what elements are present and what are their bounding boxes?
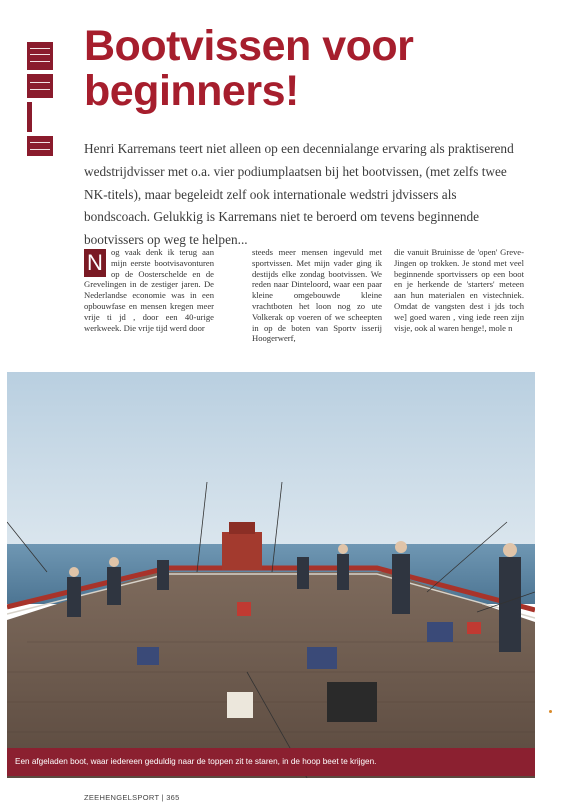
photo-caption: Een afgeladen boot, waar iedereen geduldig naar de toppen zit te staren, in de hoop beet te krijgen. bbox=[7, 748, 535, 776]
accent-dot bbox=[549, 710, 552, 713]
page-footer: ZEEHENGELSPORT | 365 bbox=[84, 793, 180, 802]
side-decoration bbox=[27, 42, 53, 160]
article-intro: Henri Karremans teert niet alleen op een decennialange ervaring als praktiserend wedstrijdvisser met o.a. vier podiumplaatsen bij het bootvissen, (met zelfs twee NK-titels), maar begeleidt zelf ook internationale wedstri jdvissers als bondscoach. Gelukkig is Karremans niet te beroerd om tevens beginnende bootvissers op weg te helpen... bbox=[84, 141, 514, 248]
body-column-3: die vanuit Bruinisse de 'open' Greve-Jingen op trokken. Je stond met veel beginnende sportvissers op een boot en je herkende de 'starters' meteen aan hun materialen en vistechniek. Omdat de vangsten dest i jds toch we] goed waren , ving iede reen zijn visje, ook al waren henge!, mole n bbox=[394, 247, 524, 333]
body-column-1-text: og vaak denk ik terug aan mijn eerste bootvisavonturen op de Oosterschelde en de Grevelingen in de zestiger jaren. De Nederlandse economie was in een opbouwfase en mensen kregen meer vrije ti jd , door een 40-urige werkweek. Die vrije tijd werd door bbox=[84, 247, 214, 333]
article-title: Bootvissen voor beginners! bbox=[84, 22, 414, 115]
body-column-1 bbox=[84, 247, 214, 333]
boat-fishing-photo bbox=[7, 372, 535, 778]
body-column-2: steeds meer mensen ingevuld met sportvissen. Met mijn vader ging ik destijds elke zondag bootvissen. We reden naar Dinteloord, waar een paar kleine omgebouwde kleine vrachtboten het loon nog zo ute Volkerak op voeren of we scheepten in op de boten van Sportv isserij Hoogerwerf, bbox=[252, 247, 382, 344]
drop-cap: N bbox=[84, 249, 106, 277]
article-body bbox=[84, 247, 530, 347]
